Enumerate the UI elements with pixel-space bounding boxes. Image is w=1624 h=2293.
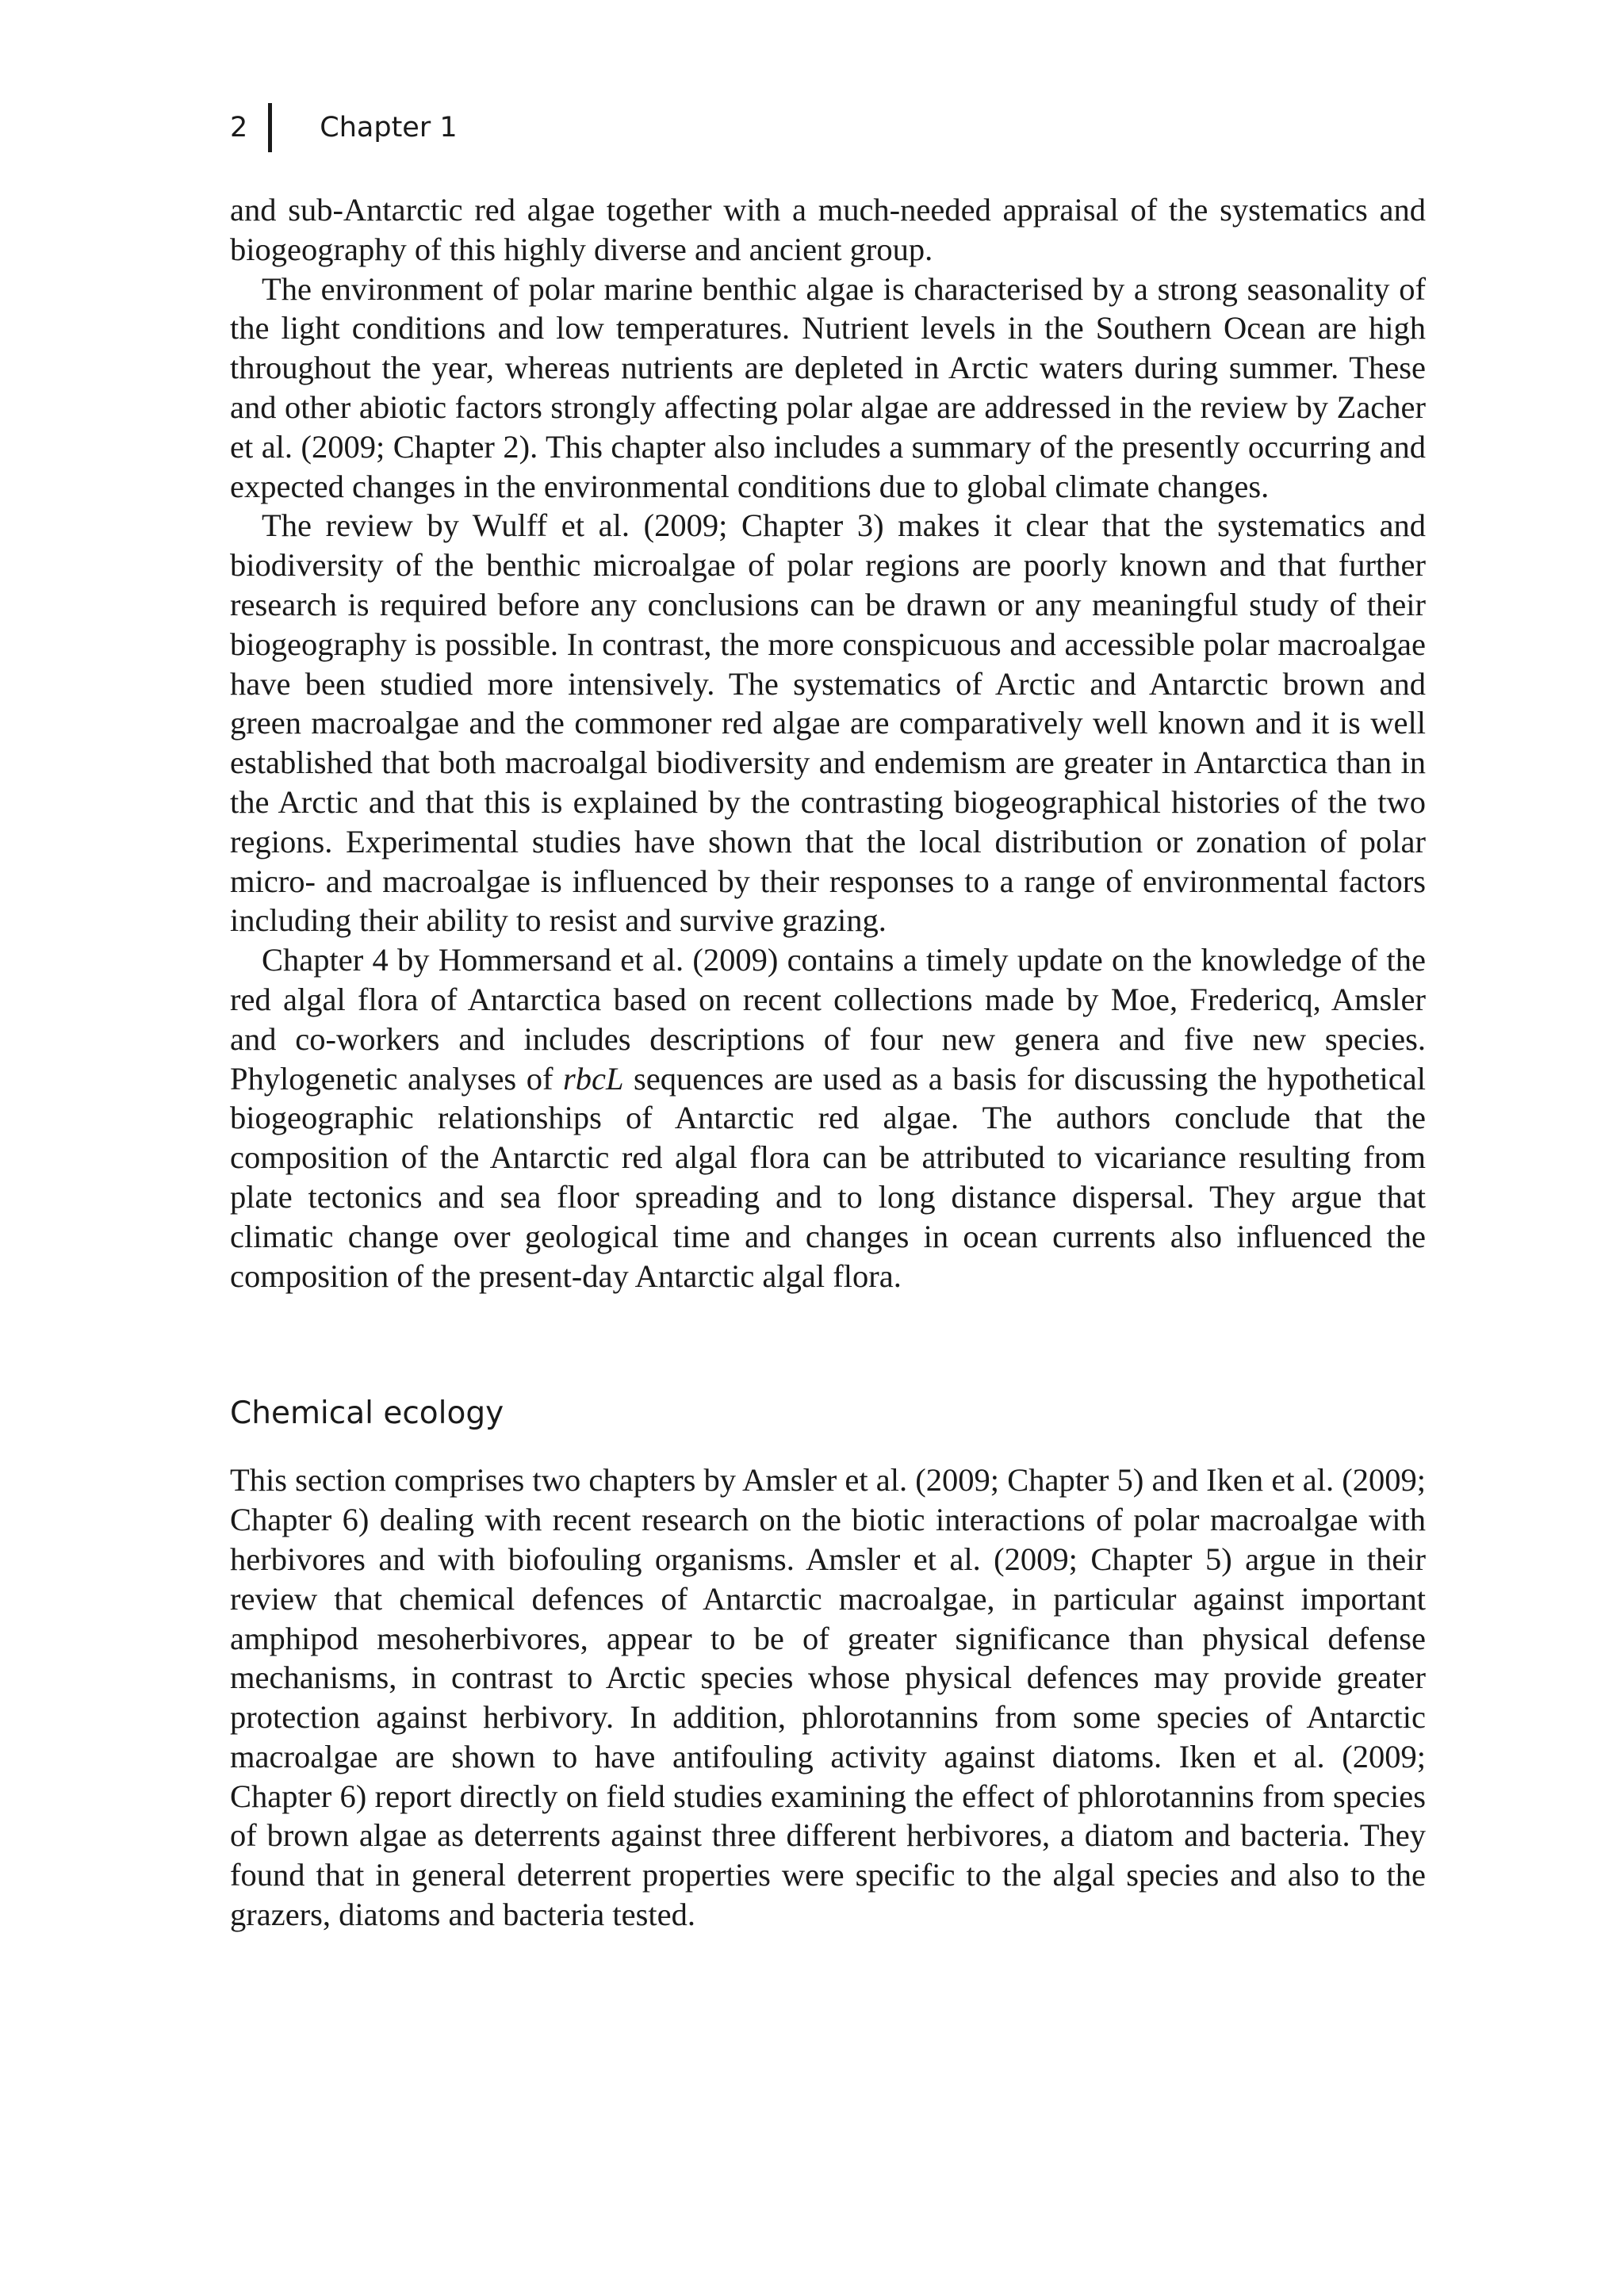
gene-name-italic: rbcL bbox=[562, 1060, 624, 1097]
paragraph-text-part: sequences are used as a basis for discussing the hypothetical biogeographic relationships of Antarctic red algae. The authors conclude that the composition of the Antarctic red algal flora can be attributed to vicariance resulting from plate tectonics and sea floor spreading and to long distance dispersal. They argue that climatic change over geological time and changes in ocean currents also influenced the composition of the present-day Antarctic algal flora. bbox=[230, 1060, 1426, 1294]
paragraph-red-algal-flora bbox=[230, 940, 1426, 1296]
paragraph-continued: and sub-Antarctic red algae together with a much-needed appraisal of the systematics and biogeography of this highly diverse and ancient group. bbox=[230, 192, 1426, 267]
page-body bbox=[230, 190, 1426, 1935]
paragraph-text-part: Chapter 4 by Hommersand et al. (2009) contains a timely update on the knowledge of the red algal flora of Antarctica based on recent collections made by Moe, Fredericq, Amsler and co-workers and includes descriptions of four new genera and five new species. Phylogenetic analyses of bbox=[230, 942, 1426, 1097]
paragraph-microalgae-review: The review by Wulff et al. (2009; Chapter 3) makes it clear that the systematics and biodiversity of the benthic microalgae of polar regions are poorly known and that further research is required before any conclusions can be drawn or any meaningful study of their biogeography is possible. In contrast, the more conspicuous and accessible polar macroalgae have been studied more intensively. The systematics of Arctic and Antarctic brown and green macroalgae and the commoner red algae are comparatively well known and it is well established that both macroalgal biodiversity and endemism are greater in Antarctica than in the Arctic and that this is explained by the contrasting biogeographical histories of the two regions. Experimental studies have shown that the local distribution or zonation of polar micro- and macroalgae is influenced by their responses to a range of environmental factors including their ability to resist and survive grazing. bbox=[230, 507, 1426, 939]
section-heading: Chemical ecology bbox=[230, 1395, 504, 1432]
chapter-label: Chapter 1 bbox=[320, 112, 458, 144]
paragraph-environment: The environment of polar marine benthic algae is characterised by a strong seasonality of the light conditions and low temperatures. Nutrient levels in the Southern Ocean are high throughout the year, whereas nutrients are depleted in Arctic waters during summer. These and other abiotic factors strongly affecting polar algae are addressed in the review by Zacher et al. (2009; Chapter 2). This chapter also includes a summary of the presently occurring and expected changes in the environmental conditions due to global climate changes. bbox=[230, 270, 1426, 504]
header-divider bbox=[268, 103, 272, 152]
running-head bbox=[230, 109, 458, 146]
paragraph-chemical-ecology: This section comprises two chapters by Amsler et al. (2009; Chapter 5) and Iken et al. (2009; Chapter 6) dealing with recent research on the biotic interactions of polar macroalgae with herbivores and with biofouling organisms. Amsler et al. (2009; Chapter 5) argue in their review that chemical defences of Antarctic macroalgae, in particular against important amphipod mesoherbivores, appear to be of greater significance than physical defense mechanisms, in contrast to Arctic species whose physical defences may provide greater protection against herbivory. In addition, phlorotannins from some species of Antarctic macroalgae are shown to have antifouling activity against diatoms. Iken et al. (2009; Chapter 6) report directly on field studies examining the effect of phlorotannins from species of brown algae as deterrents against three different herbivores, a diatom and bacteria. They found that in general deterrent properties were specific to the algal species and also to the grazers, diatoms and bacteria tested. bbox=[230, 1462, 1426, 1933]
page-number: 2 bbox=[230, 112, 248, 144]
